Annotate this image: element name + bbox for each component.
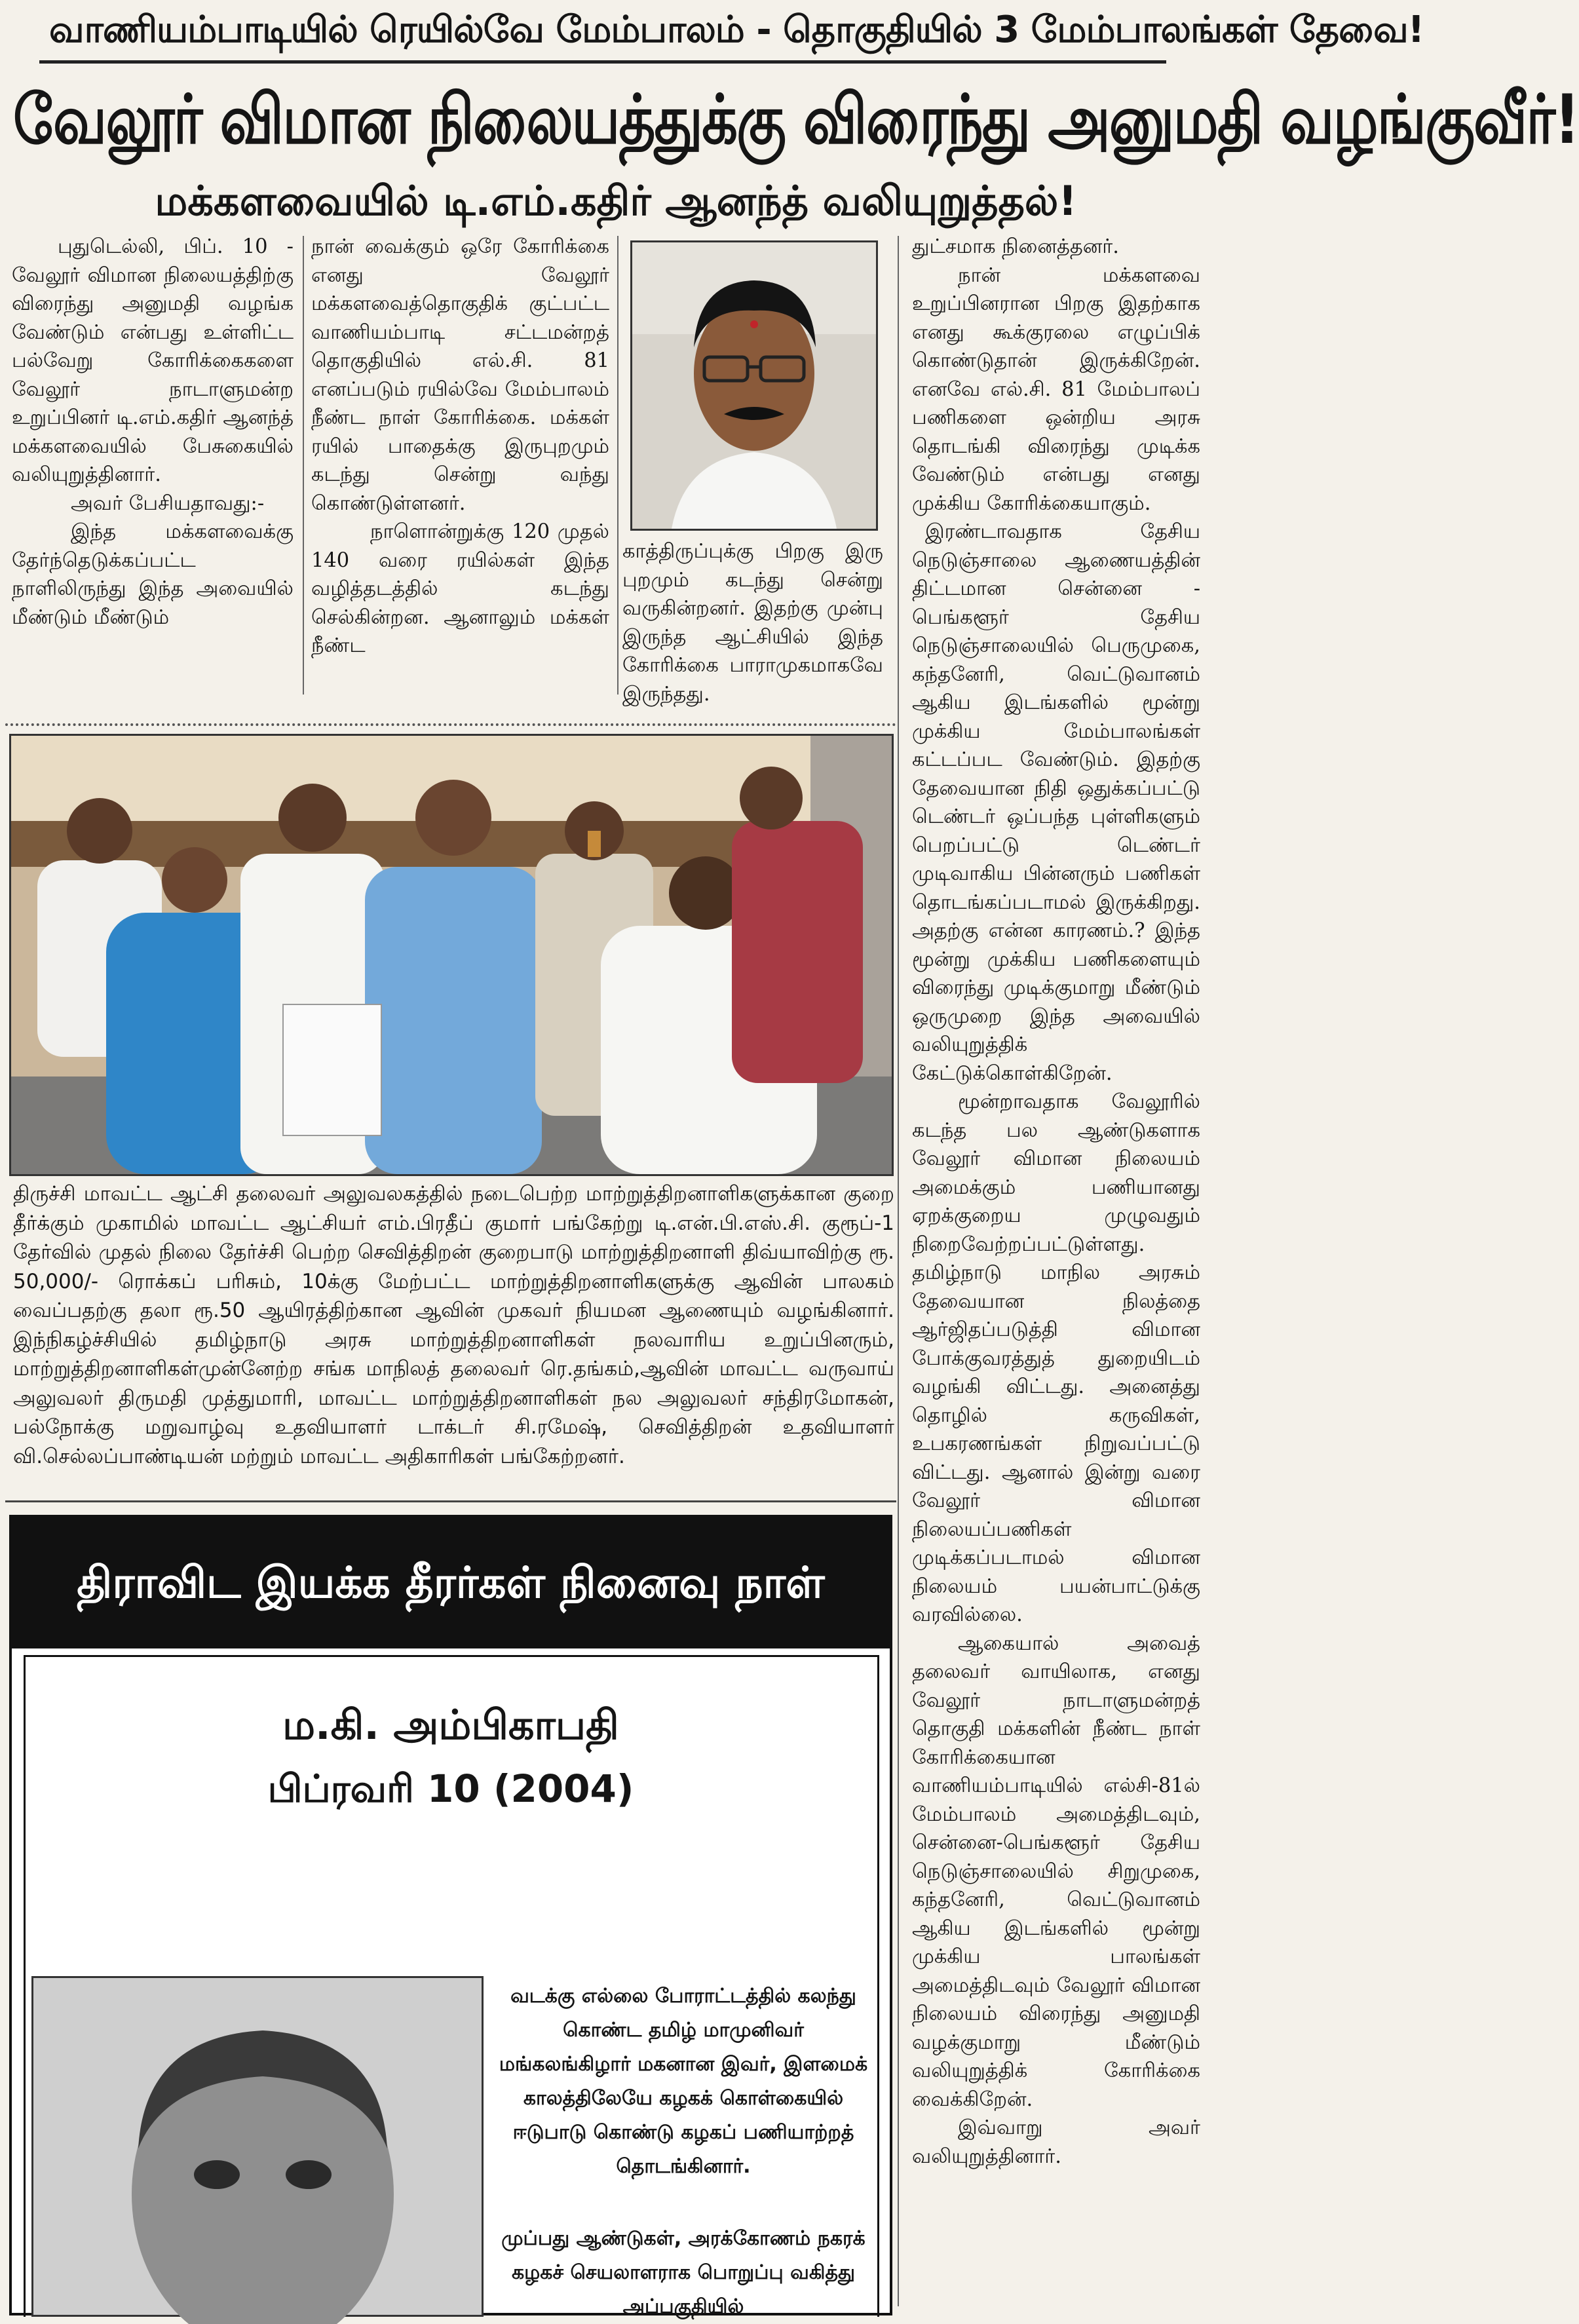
article-paragraph: காத்திருப்புக்கு பிறகு இரு புறமும் கடந்து சென்று வருகின்றனர். இதற்கு முன்பு இருந்த ஆட்சியில் இந்த கோரிக்கை பாராமுகமாகவே இருந்தது. bbox=[622, 540, 883, 706]
memorial-box bbox=[9, 1515, 892, 2318]
article-column-3 bbox=[622, 537, 883, 706]
section-dotted-divider bbox=[5, 723, 896, 726]
photo-caption: திருச்சி மாவட்ட ஆட்சி தலைவர் அலுவலகத்தில் நடைபெற்ற மாற்றுத்திறனாளிகளுக்கான குறை தீர்க்கும் முகாமில் மாவட்ட ஆட்சியர் எம்.பிரதீப் குமார் பங்கேற்று டி.என்.பி.எஸ்.சி. குரூப்-1 தேர்வில் முதல் நிலை தேர்ச்சி பெற்ற செவித்திறன் குறைபாடு மாற்றுத்திறனாளி திவ்யாவிற்கு ரூ. 50,000/- ரொக்கப் பரிசும், 10க்கு மேற்பட்ட மாற்றுத்திறனாளிகளுக்கு ஆவின் பாலகம் வைப்பதற்கு தலா ரூ.50 ஆயிரத்திற்கான ஆவின் முகவர் நியமன ஆணையும் வழங்கினார். இந்நிகழ்ச்சியில் தமிழ்நாடு அரசு மாற்றுத்திறனாளிகள் நலவாரிய உறுப்பினரும், மாற்றுத்திறனாளிகள்முன்னேற்ற சங்க மாநிலத் தலைவர் ரெ.தங்கம்,ஆவின் மாவட்ட வருவாய் அலுவலர் திருமதி முத்துமாரி, மாவட்ட மாற்றுத்திறனாளிகள் நல அலுவலர் சந்திரமோகன், பல்நோக்கு மறுவாழ்வு உதவியாளர் டாக்டர் சி.ரமேஷ், செவித்திறன் உதவியாளர் வி.செல்லப்பாண்டியன் மற்றும் மாவட்ட அதிகாரிகள் பங்கேற்றனர். bbox=[13, 1182, 894, 1468]
article-paragraph: புதுடெல்லி, பிப். 10 - வேலூர் விமான நிலையத்திற்கு விரைந்து அனுமதி வழங்க வேண்டும் என்பது உள்ளிட்ட பல்வேறு கோரிக்கைகளை வேலூர் நாடாளுமன்ற உறுப்பினர் டி.எம்.கதிர் ஆனந்த் மக்களவையில் பேசுகையில் வலியுறுத்தினார். bbox=[12, 235, 294, 486]
top-headline: வாணியம்பாடியில் ரெயில்வே மேம்பாலம் - தொகுதியில் 3 மேம்பாலங்கள் தேவை! bbox=[49, 9, 1424, 51]
sub-headline: மக்களவையில் டி.எம்.கதிர் ஆனந்த் வலியுறுத்தல்! bbox=[155, 177, 1077, 225]
article-paragraph: நான் மக்களவை உறுப்பினரான பிறகு இதற்காக எனது கூக்குரலை எழுப்பிக் கொண்டுதான் இருக்கிறேன். எனவே எல்.சி. 81 மேம்பாலப் பணிகளை ஒன்றிய அரசு தொடங்கி விரைந்து முடிக்க வேண்டும் என்பது எனது முக்கிய கோரிக்கையாகும். bbox=[912, 263, 1200, 515]
headline-rule-top bbox=[39, 60, 1166, 64]
article-column-1 bbox=[12, 233, 294, 701]
article-paragraph: நான் வைக்கும் ஒரே கோரிக்கை எனது வேலூர் மக்களவைத்தொகுதிக் குட்பட்ட வாணியம்பாடி சட்டமன்றத் தொகுதியில் எல்.சி. 81 எனப்படும் ரயில்வே மேம்பாலம் நீண்ட நாள் கோரிக்கை. மக்கள் ரயில் பாதைக்கு இருபுறமும் கடந்து சென்று வந்து கொண்டுள்ளனர். bbox=[311, 235, 609, 515]
article-paragraph: மூன்றாவதாக வேலூரில் கடந்த பல ஆண்டுகளாக வேலூர் விமான நிலையம் அமைக்கும் பணியானது ஏறக்குறைய முழுவதும் நிறைவேற்றப்பட்டுள்ளது. தமிழ்நாடு மாநில அரசும் தேவையான நிலத்தை ஆர்ஜிதப்படுத்தி விமான போக்குவரத்துத் துறையிடம் வழங்கி விட்டது. அனைத்து தொழில் கருவிகள், உபகரணங்கள் நிறுவப்பட்டு விட்டது. ஆனால் இன்று வரை வேலூர் விமான நிலையப்பணிகள் முடிக்கப்படாமல் விமான நிலையம் பயன்பாட்டுக்கு வரவில்லை. bbox=[912, 1090, 1200, 1626]
article-paragraph: நாளொன்றுக்கு 120 முதல் 140 வரை ரயில்கள் இந்த வழித்தடத்தில் கடந்து செல்கின்றன. ஆனாலும் மக்கள் நீண்ட bbox=[311, 520, 609, 657]
memorial-name: ம.கி. அம்பிகாபதி bbox=[282, 1701, 619, 1749]
memorial-banner: திராவிட இயக்க தீரர்கள் நினைவு நாள் bbox=[12, 1517, 890, 1648]
caption-bottom-rule bbox=[5, 1500, 896, 1502]
column-divider bbox=[617, 236, 618, 695]
article-paragraph: துட்சமாக நினைத்தனர். bbox=[912, 235, 1119, 258]
memorial-portrait-photo bbox=[31, 1976, 484, 2317]
article-paragraph: இரண்டாவதாக தேசிய நெடுஞ்சாலை ஆணையத்தின் திட்டமான சென்னை - பெங்களூர் தேசிய நெடுஞ்சாலையில் பெருமுகை, கந்தனேரி, வெட்டுவானம் ஆகிய இடங்களில் மூன்று முக்கிய மேம்பாலங்கள் கட்டப்பட வேண்டும். இதற்கு தேவையான நிதி ஒதுக்கப்பட்டு டெண்டர் ஒப்பந்த புள்ளிகளும் பெறப்பட்டு டெண்டர் முடிவாகிய பின்னரும் பணிகள் தொடங்கப்படாமல் இருக்கிறது. அதற்கு என்ன காரணம்.? இந்த மூன்று முக்கிய பணிகளையும் விரைந்து முடிக்குமாறு மீண்டும் ஒருமுறை இந்த அவையில் வலியுறுத்திக் கேட்டுக்கொள்கிறேன். bbox=[912, 520, 1200, 1085]
article-paragraph: இந்த மக்களவைக்கு தேர்ந்தெடுக்கப்பட்ட நாளிலிருந்து இந்த அவையில் மீண்டும் மீண்டும் bbox=[12, 520, 294, 629]
article-paragraph: அவர் பேசியதாவது:- bbox=[71, 491, 265, 515]
main-headline: வேலூர் விமான நிலையத்துக்கு விரைந்து அனுமதி வழங்குவீர்! bbox=[13, 81, 1579, 159]
article-paragraph: ஆகையால் அவைத் தலைவர் வாயிலாக, எனது வேலூர் நாடாளுமன்றத் தொகுதி மக்களின் நீண்ட நாள் கோரிக்கையான வாணியம்பாடியில் எல்சி-81ல் மேம்பாலம் அமைத்திடவும், சென்னை-பெங்களூர் தேசிய நெடுஞ்சாலையில் சிறுமுகை, கந்தனேரி, வெட்டுவானம் ஆகிய இடங்களில் மூன்று முக்கிய பாலங்கள் அமைத்திடவும் வேலூர் விமான நிலையம் விரைந்து அனுமதி வழக்குமாறு மீண்டும் வலியுறுத்திக் கோரிக்கை வைக்கிறேன். bbox=[912, 1631, 1200, 2111]
memorial-paragraph-1: வடக்கு எல்லை போராட்டத்தில் கலந்து கொண்ட தமிழ் மாமுனிவர் மங்கலங்கிழார் மகனான இவர், இளமைக் காலத்திலேயே கழகக் கொள்கையில் ஈடுபாடு கொண்டு கழகப் பணியாற்றத் தொடங்கினார். bbox=[499, 1985, 868, 2178]
article-column-2 bbox=[311, 233, 609, 701]
news-event-photo bbox=[9, 734, 894, 1176]
article-paragraph: இவ்வாறு அவர் வலியுறுத்தினார். bbox=[912, 2116, 1200, 2168]
column-divider bbox=[898, 236, 899, 2306]
column-divider bbox=[303, 236, 304, 695]
politician-portrait-photo bbox=[630, 240, 878, 531]
memorial-paragraph-2: முப்பது ஆண்டுகள், அரக்கோணம் நகரக் கழகச் செயலாளராக பொறுப்பு வகித்து அப்பகுதியில் bbox=[501, 2227, 866, 2318]
article-column-4 bbox=[912, 233, 1200, 2310]
memorial-date: பிப்ரவரி 10 (2004) bbox=[267, 1766, 634, 1811]
